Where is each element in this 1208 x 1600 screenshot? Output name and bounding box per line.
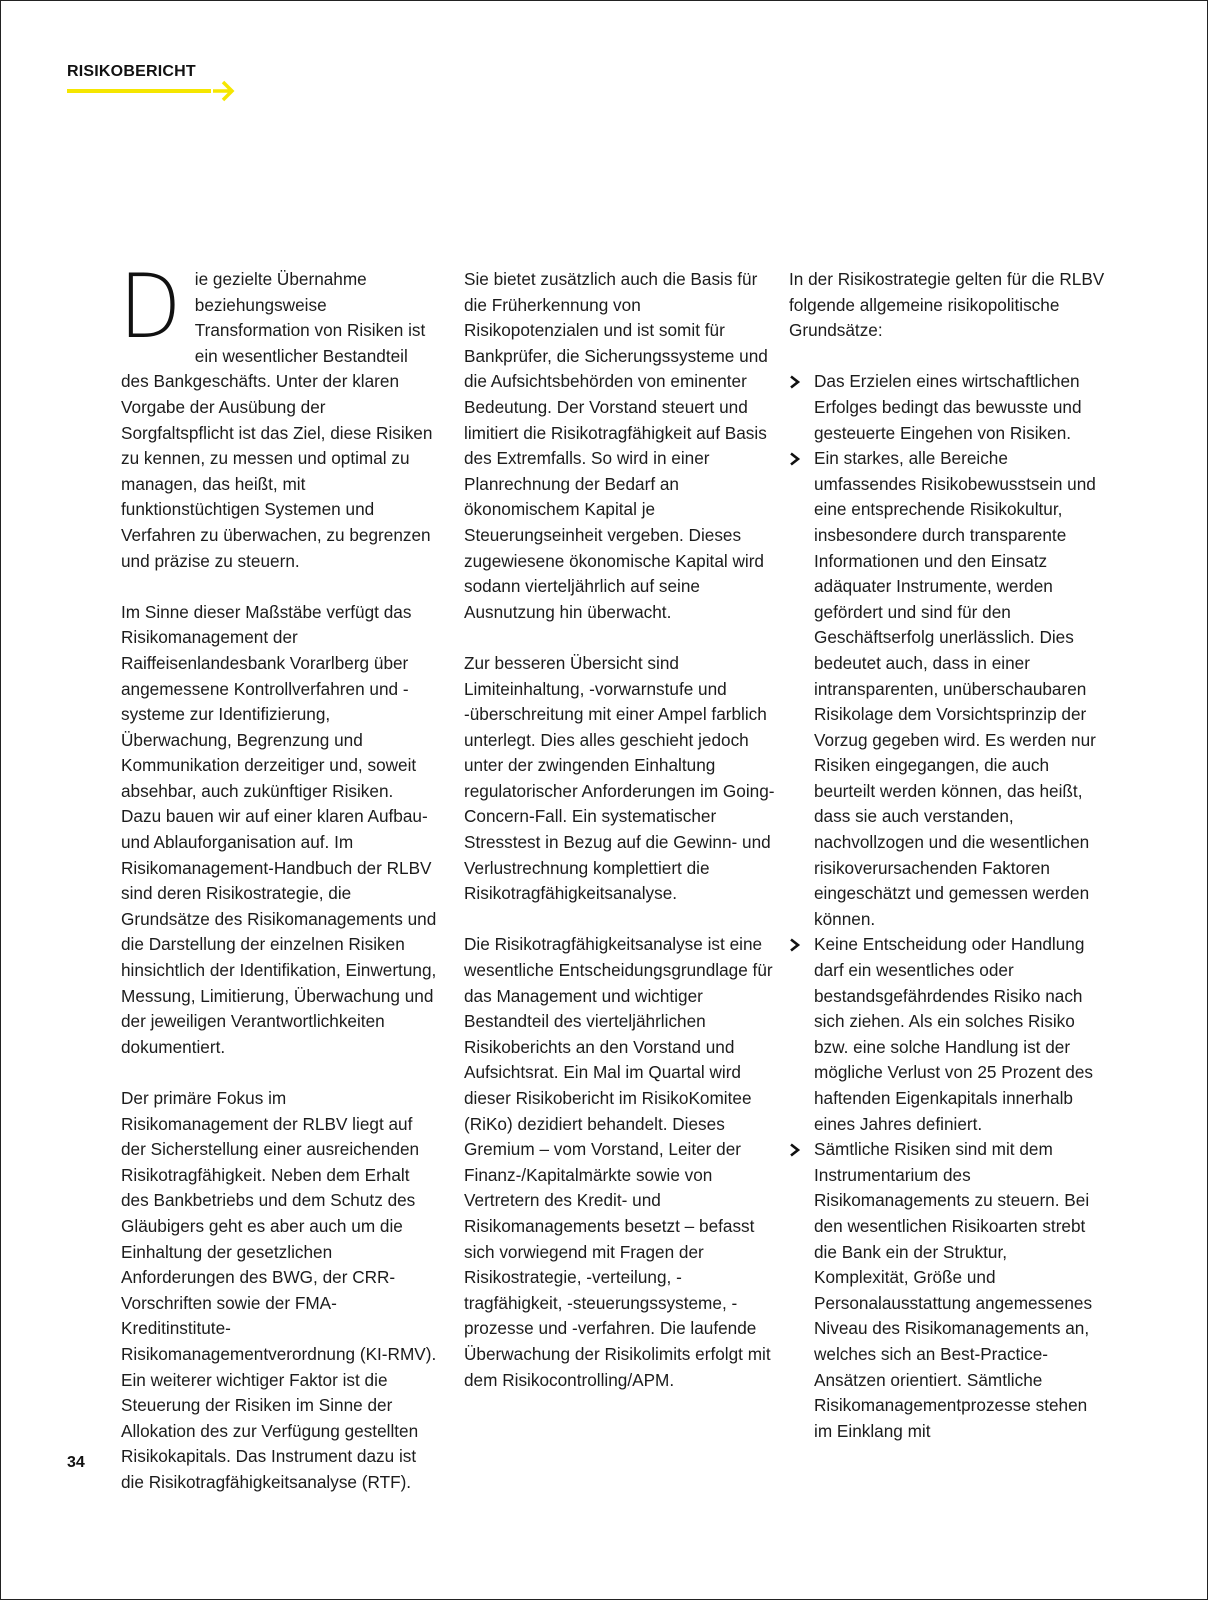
arrow-right-icon	[209, 77, 237, 105]
paragraph: Im Sinne dieser Maßstäbe verfügt das Risikomanagement der Raiffeisenlandesbank Vorarlberg über angemessene Kontrollverfahren und -systeme zur Identifizierung, Überwachung, Begrenzung und Kommunikation derzeitiger und, soweit absehbar, auch zukünftiger Risiken. Dazu bauen wir auf einer klaren Aufbau- und Ablauforganisation auf. Im Risikomanagement-Handbuch der RLBV sind deren Risikostrategie, die Grundsätze des Risikomanagements und die Darstellung der einzelnen Risiken hinsichtlich der Identifikation, Einwertung, Messung, Limitierung, Überwachung und der jeweiligen Verantwortlichkeiten dokumentiert.	[121, 601, 437, 1057]
section-header	[67, 63, 196, 81]
text-column-3	[789, 267, 1105, 1444]
chevron-right-icon	[789, 452, 801, 466]
section-title: RISIKOBERICHT	[67, 63, 196, 80]
chevron-right-icon	[789, 1143, 801, 1157]
principles-list	[789, 369, 1105, 1444]
text-column-1	[119, 255, 437, 1521]
chevron-right-icon	[789, 375, 801, 389]
list-item: Keine Entscheidung oder Handlung darf ein wesentliches oder bestandsgefährdendes Risiko nach sich ziehen. Als ein solches Risiko bzw. eine solche Handlung ist der mögliche Verlust von 25 Prozent des haftenden Eigenkapitals innerhalb eines Jahres definiert.	[789, 932, 1105, 1137]
list-item: Ein starkes, alle Bereiche umfassendes Risikobewusstsein und eine entsprechende Risikokultur, insbesondere durch transparente Informationen und den Einsatz adäquater Instrumente, werden gefördert und sind für den Geschäftserfolg unerlässlich. Dies bedeutet auch, dass in einer intransparenten, unüberschaubaren Risikolage dem Vorsichtsprinzip der Vorzug gegeben wird. Es werden nur Risiken eingegangen, die auch beurteilt werden können, das heißt, dass sie auch verstanden, nachvollzogen und die wesentlichen risikoverursachenden Faktoren eingeschätzt und gemessen werden können.	[789, 446, 1105, 932]
paragraph: Der primäre Fokus im Risikomanagement der RLBV liegt auf der Sicherstellung einer ausreichenden Risikotragfähigkeit. Neben dem Erhalt des Bankbetriebs und dem Schutz des Gläubigers geht es aber auch um die Einhaltung der gesetzlichen Anforderungen des BWG, der CRR-Vorschriften sowie der FMA-Kreditinstitute-Risikomanagementverordnung (KI-RMV). Ein weiterer wichtiger Faktor ist die Steuerung der Risiken im Sinne der Allokation des zur Verfügung gestellten Risikokapitals. Das Instrument dazu ist die Risikotragfähigkeitsanalyse (RTF).	[121, 1088, 437, 1492]
drop-cap: D	[119, 255, 182, 358]
paragraph: Zur besseren Übersicht sind Limiteinhaltung, -vorwarnstufe und -überschreitung mit einer Ampel farblich unterlegt. Dies alles geschieht jedoch unter der zwingenden Einhaltung regulatorischer Anforderungen im Going-Concern-Fall. Ein systematischer Stresstest in Bezug auf die Gewinn- und Verlustrechnung komplettiert die Risikotragfähigkeitsanalyse.	[464, 652, 775, 904]
text-column-2	[464, 267, 780, 1419]
section-underline	[67, 89, 211, 93]
list-item: Sämtliche Risiken sind mit dem Instrumentarium des Risikomanagements zu steuern. Bei den wesentlichen Risikoarten strebt die Bank ein der Struktur, Komplexität, Größe und Personalausstattung angemessenes Niveau des Risikomanagements an, welches sich an Best-Practice-Ansätzen orientiert. Sämtliche Risikomanagementprozesse stehen im Einklang mit	[789, 1137, 1105, 1444]
chevron-right-icon	[789, 938, 801, 952]
paragraph: Die Risikotragfähigkeitsanalyse ist eine wesentliche Entscheidungsgrundlage für das Management und wichtiger Bestandteil des vierteljährlichen Risikoberichts an den Vorstand und Aufsichtsrat. Ein Mal im Quartal wird dieser Risikobericht im RisikoKomitee (RiKo) dezidiert behandelt. Dieses Gremium – vom Vorstand, Leiter der Finanz-/Kapitalmärkte sowie von Vertretern des Kredit- und Risikomanagements besetzt – befasst sich vorwiegend mit Fragen der Risikostrategie, -verteilung, -tragfähigkeit, -steuerungssysteme, -prozesse und -verfahren. Die laufende Überwachung der Risikolimits erfolgt mit dem Risikocontrolling/APM.	[464, 934, 773, 1390]
paragraph: Sie bietet zusätzlich auch die Basis für die Früherkennung von Risikopotenzialen und ist somit für Bankprüfer, die Sicherungssysteme und die Aufsichtsbehörden von eminenter Bedeutung. Der Vorstand steuert und limitiert die Risikotragfähigkeit auf Basis des Extremfalls. So wird in einer Planrechnung der Bedarf an ökonomischem Kapital je Steuerungseinheit vergeben. Dieses zugewiesene ökonomische Kapital wird sodann vierteljährlich auf seine Ausnutzung hin überwacht.	[464, 269, 768, 622]
intro-paragraph: In der Risikostrategie gelten für die RLBV folgende allgemeine risikopolitische Grundsätze:	[789, 269, 1105, 341]
list-item: Das Erzielen eines wirtschaftlichen Erfolges bedingt das bewusste und gesteuerte Eingehen von Risiken.	[789, 369, 1105, 446]
page-number: 34	[67, 1454, 85, 1471]
paragraph: Die gezielte Übernahme beziehungsweise Transformation von Risiken ist ein wesentlicher Bestandteil des Bankgeschäfts. Unter der klaren Vorgabe der Ausübung der Sorgfaltspflicht ist das Ziel, diese Risiken zu kennen, zu messen und optimal zu managen, das heißt, mit funktionstüchtigen Systemen und Verfahren zu überwachen, zu begrenzen und präzise zu steuern.	[119, 255, 433, 571]
